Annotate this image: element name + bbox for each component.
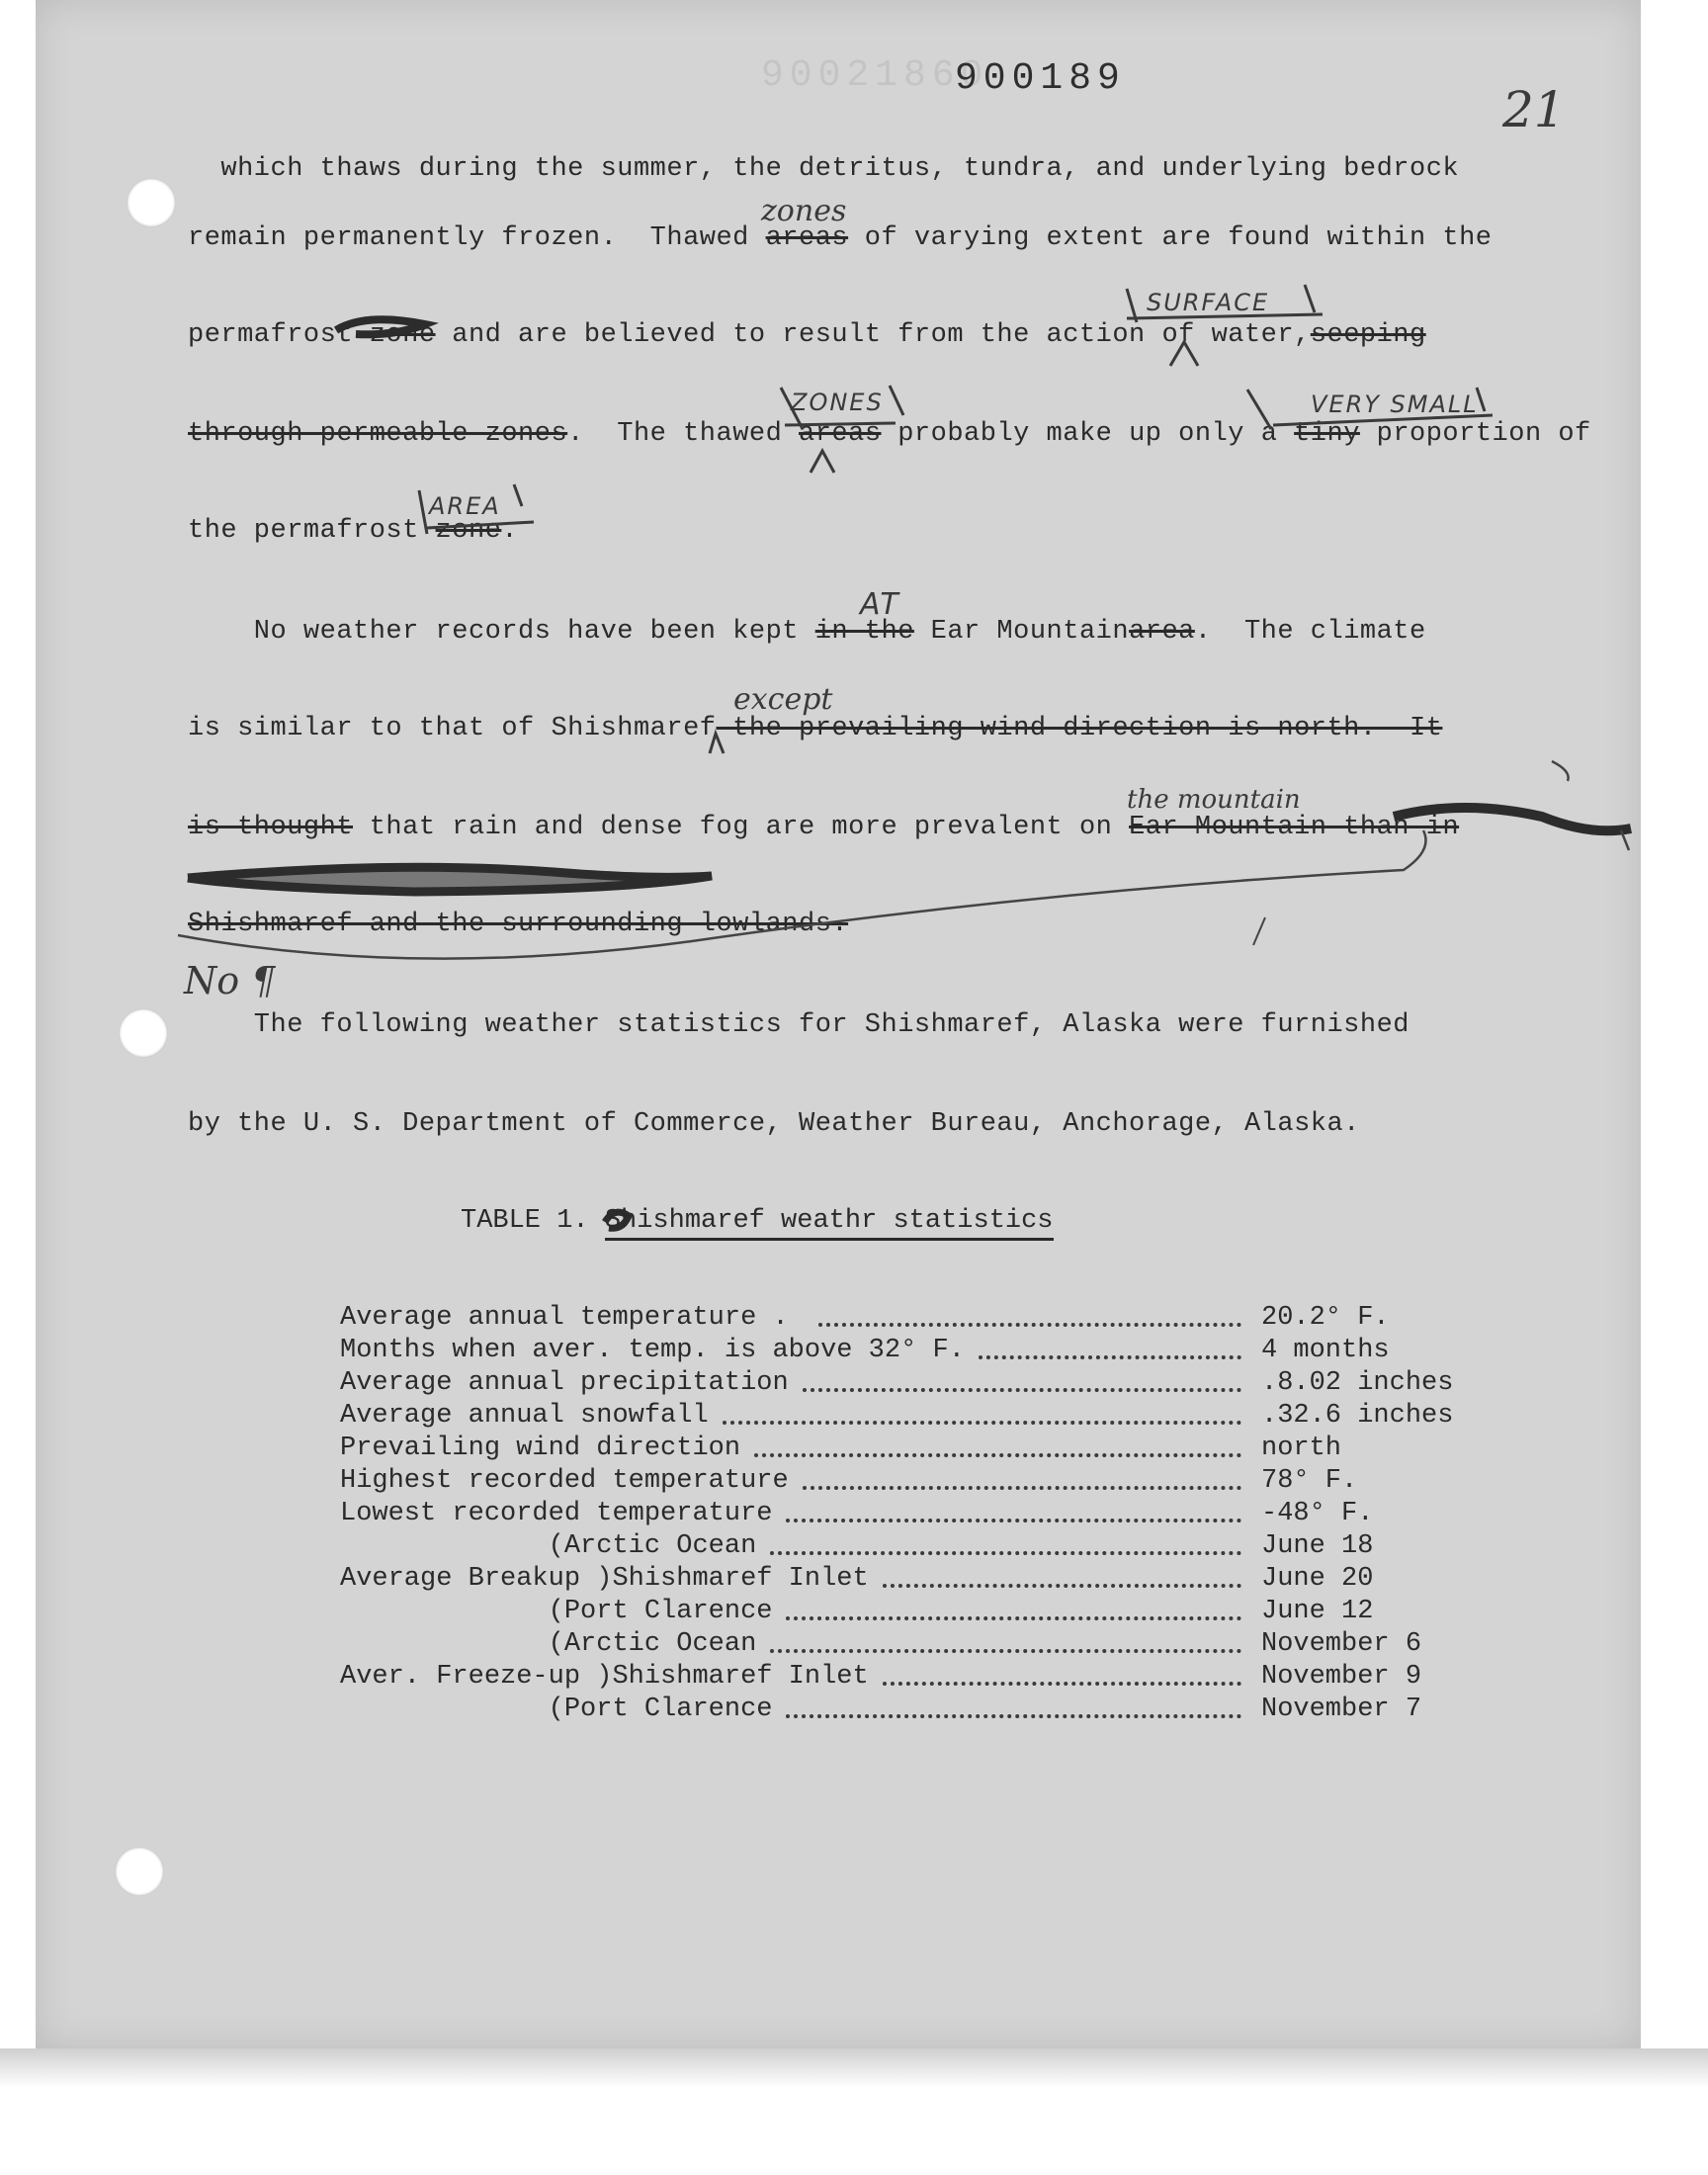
- struck-text: zone: [369, 320, 436, 350]
- row-label: Aver. Freeze-up )Shishmaref Inlet: [340, 1662, 869, 1692]
- handwritten-zones-caps: ZONES: [791, 389, 884, 416]
- struck-text: seeping: [1310, 320, 1426, 350]
- scribble-mark: [188, 867, 712, 892]
- dot-leader: [818, 1319, 1241, 1327]
- dot-leader: [754, 1449, 1241, 1457]
- scribble-mark: [336, 319, 425, 334]
- dot-leader: [786, 1710, 1241, 1718]
- row-value: -48° F.: [1261, 1499, 1374, 1528]
- row-value: .32.6 inches: [1261, 1401, 1454, 1431]
- text: permafrost: [188, 320, 370, 350]
- text: . The climate: [1194, 617, 1426, 647]
- dot-leader: [786, 1515, 1241, 1522]
- pen-stroke: [1253, 917, 1265, 945]
- text: by the U. S. Department of Commerce, Weather Bureau, Anchorage, Alaska.: [188, 1109, 1360, 1139]
- struck-text: Shishmaref and the surrounding lowlands.: [188, 910, 849, 939]
- table-title-text: Shishmaref weathr statistics: [605, 1206, 1054, 1241]
- row-label: Average Breakup )Shishmaref Inlet: [340, 1564, 869, 1594]
- caret-mark: [811, 451, 834, 473]
- serial-number: 900189: [955, 57, 1126, 100]
- dot-leader: [803, 1384, 1241, 1392]
- bracket-mark: [419, 484, 534, 534]
- handwritten-area: AREA: [429, 492, 501, 520]
- row-label: Average annual snowfall: [340, 1401, 709, 1431]
- row-label: Lowest recorded temperature: [340, 1499, 773, 1528]
- struck-text: area: [1129, 617, 1195, 647]
- handwritten-the-mountain: the mountain: [1127, 785, 1301, 815]
- caret-mark: [1170, 342, 1198, 366]
- text: remain permanently frozen. Thawed: [188, 223, 766, 253]
- row-label: (Port Clarence: [340, 1597, 773, 1626]
- row-value: June 18: [1261, 1531, 1374, 1561]
- caret-mark: [710, 734, 724, 753]
- row-value: .8.02 inches: [1261, 1368, 1454, 1398]
- struck-text: Ear Mountain than in: [1129, 813, 1460, 842]
- dot-leader: [770, 1645, 1241, 1653]
- row-value: June 12: [1261, 1597, 1374, 1626]
- handwritten-at: AT: [860, 587, 900, 622]
- text: is similar to that of Shishmaref: [188, 714, 717, 743]
- text: .: [501, 516, 519, 546]
- handwritten-surface: SURFACE: [1147, 289, 1270, 316]
- row-value: 78° F.: [1261, 1466, 1358, 1496]
- row-value: November 9: [1261, 1662, 1422, 1692]
- row-label: Average annual temperature .: [340, 1303, 805, 1333]
- handwritten-very-small: VERY SMALL: [1311, 391, 1479, 418]
- serial-number-ghost: 90021860: [761, 54, 989, 97]
- text: No weather records have been kept: [188, 617, 815, 647]
- bracket-mark: [781, 386, 903, 429]
- handwritten-no-paragraph: No ¶: [184, 959, 276, 1002]
- row-label: Months when aver. temp. is above 32° F.: [340, 1336, 965, 1365]
- text: Ear Mountain: [913, 617, 1130, 647]
- text: of varying extent are found within the: [848, 223, 1493, 253]
- row-value: 20.2° F.: [1261, 1303, 1390, 1333]
- dot-leader: [883, 1580, 1241, 1588]
- row-value: November 7: [1261, 1695, 1422, 1724]
- struck-text: the prevailing wind direction is north. It: [716, 714, 1443, 743]
- table-title: [461, 1206, 1054, 1236]
- row-value: north: [1261, 1434, 1342, 1463]
- struck-text: zone: [435, 516, 502, 546]
- text: proportion of: [1359, 419, 1591, 449]
- struck-text: tiny: [1294, 419, 1360, 449]
- dot-leader: [786, 1612, 1241, 1620]
- row-label: Average annual precipitation: [340, 1368, 789, 1398]
- text: that rain and dense fog are more prevalent on: [353, 813, 1130, 842]
- row-label: (Arctic Ocean: [340, 1531, 757, 1561]
- dot-leader: [979, 1351, 1241, 1359]
- row-value: June 20: [1261, 1564, 1374, 1594]
- bracket-mark: [1247, 388, 1493, 429]
- row-label: (Arctic Ocean: [340, 1629, 757, 1659]
- text: which thaws during the summer, the detritus, tundra, and underlying bedrock: [220, 154, 1460, 184]
- struck-text: areas: [765, 223, 849, 253]
- handwritten-zones: zones: [761, 194, 847, 228]
- row-label: (Port Clarence: [340, 1695, 773, 1724]
- row-label: Highest recorded temperature: [340, 1466, 789, 1496]
- handwritten-except: except: [733, 682, 833, 717]
- dot-leader: [803, 1482, 1241, 1490]
- struck-text: in the: [814, 617, 914, 647]
- scribble-mark: [1394, 808, 1631, 830]
- text: probably make up only a: [881, 419, 1295, 449]
- row-value: November 6: [1261, 1629, 1422, 1659]
- row-label: Prevailing wind direction: [340, 1434, 741, 1463]
- dot-leader: [770, 1547, 1241, 1555]
- page-number: 21: [1502, 81, 1566, 138]
- bracket-mark: [1127, 285, 1323, 322]
- pen-stroke: [1552, 761, 1629, 850]
- struck-text: through permeable zones: [188, 419, 568, 449]
- row-value: 4 months: [1261, 1336, 1390, 1365]
- struck-text: is thought: [188, 813, 354, 842]
- struck-text: areas: [799, 419, 882, 449]
- table-title-prefix: TABLE 1.: [461, 1206, 605, 1236]
- text: The following weather statistics for Shishmaref, Alaska were furnished: [188, 1010, 1409, 1040]
- dot-leader: [883, 1678, 1241, 1686]
- text: and are believed to result from the action of water,: [435, 320, 1311, 350]
- text: . The thawed: [567, 419, 800, 449]
- dot-leader: [723, 1417, 1241, 1425]
- text: the permafrost: [188, 516, 436, 546]
